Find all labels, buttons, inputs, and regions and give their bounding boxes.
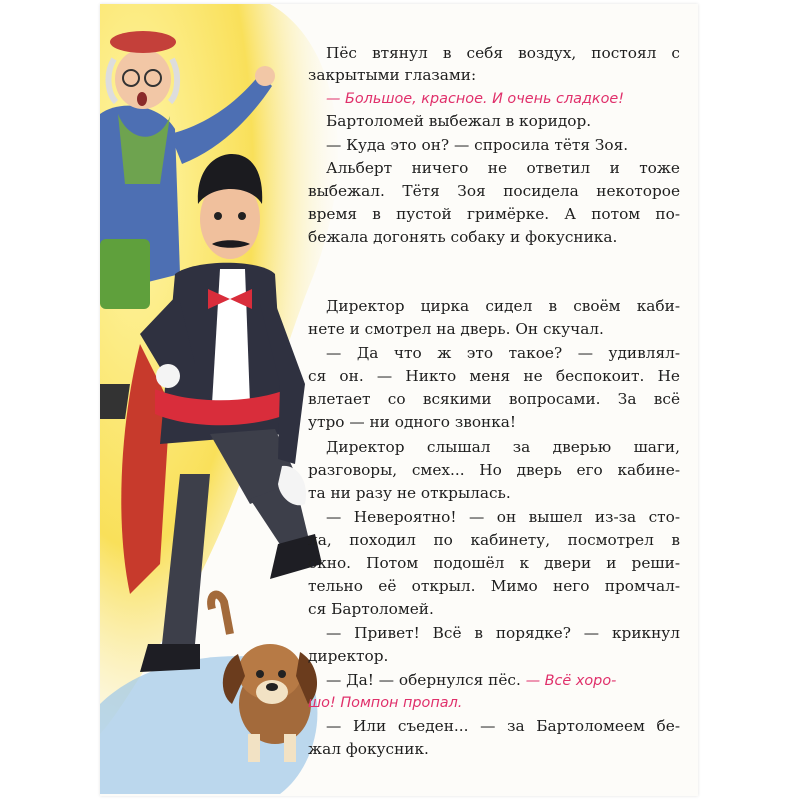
text-line: директор.	[308, 647, 389, 665]
text-line: окно. Потом подошёл к двери и реши-	[308, 554, 680, 572]
text-line: — Привет! Всё в порядке? — крикнул	[326, 624, 680, 642]
text-line: время в пустой гримёрке. А потом по-	[308, 205, 680, 223]
text-line: та ни разу не открылась.	[308, 484, 511, 502]
text-line: утро — ни одного звонка!	[308, 413, 517, 431]
text-line: — Невероятно! — он вышел из-за сто-	[326, 508, 680, 526]
text-line: Бартоломей выбежал в коридор.	[326, 112, 592, 130]
text-line: тельно её открыл. Мимо него промчал-	[308, 577, 680, 595]
highlighted-quote: шо! Помпон пропал.	[308, 695, 463, 711]
text-line: выбежал. Тётя Зоя посидела некоторое	[308, 182, 680, 200]
text-line: Директор слышал за дверью шаги,	[326, 438, 680, 456]
text-line: нете и смотрел на дверь. Он скучал.	[308, 320, 604, 338]
text-line: Пёс втянул в себя воздух, постоял с	[326, 44, 680, 62]
text-line: — Или съеден... — за Бартоломеем бе-	[326, 717, 680, 735]
text-line: разговоры, смех... Но дверь его кабине-	[308, 461, 680, 479]
dialogue-text: — Да! — обернулся пёс.	[326, 671, 526, 689]
text-line: жал фокусник.	[308, 740, 429, 758]
text-line: закрытыми глазами:	[308, 66, 477, 84]
dialogue-line	[326, 669, 680, 692]
highlighted-quote: — Большое, красное. И очень сладкое!	[326, 91, 625, 107]
text-line: ся Бартоломей.	[308, 600, 434, 618]
text-line: — Куда это он? — спросила тётя Зоя.	[326, 136, 629, 154]
text-line: Директор цирка сидел в своём каби-	[326, 297, 680, 315]
text-line: ся он. — Никто меня не беспокоит. Не	[308, 367, 680, 385]
text-line: ла, походил по кабинету, посмотрел в	[308, 531, 680, 549]
book-page	[100, 4, 698, 796]
text-line: — Да что ж это такое? — удивлял-	[326, 344, 680, 362]
text-line: Альберт ничего не ответил и тоже	[326, 159, 680, 177]
text-line: влетает со всякими вопросами. За всё	[308, 390, 680, 408]
highlighted-quote: — Всё хоро-	[525, 673, 617, 689]
text-line: бежала догонять собаку и фокусника.	[308, 228, 618, 246]
